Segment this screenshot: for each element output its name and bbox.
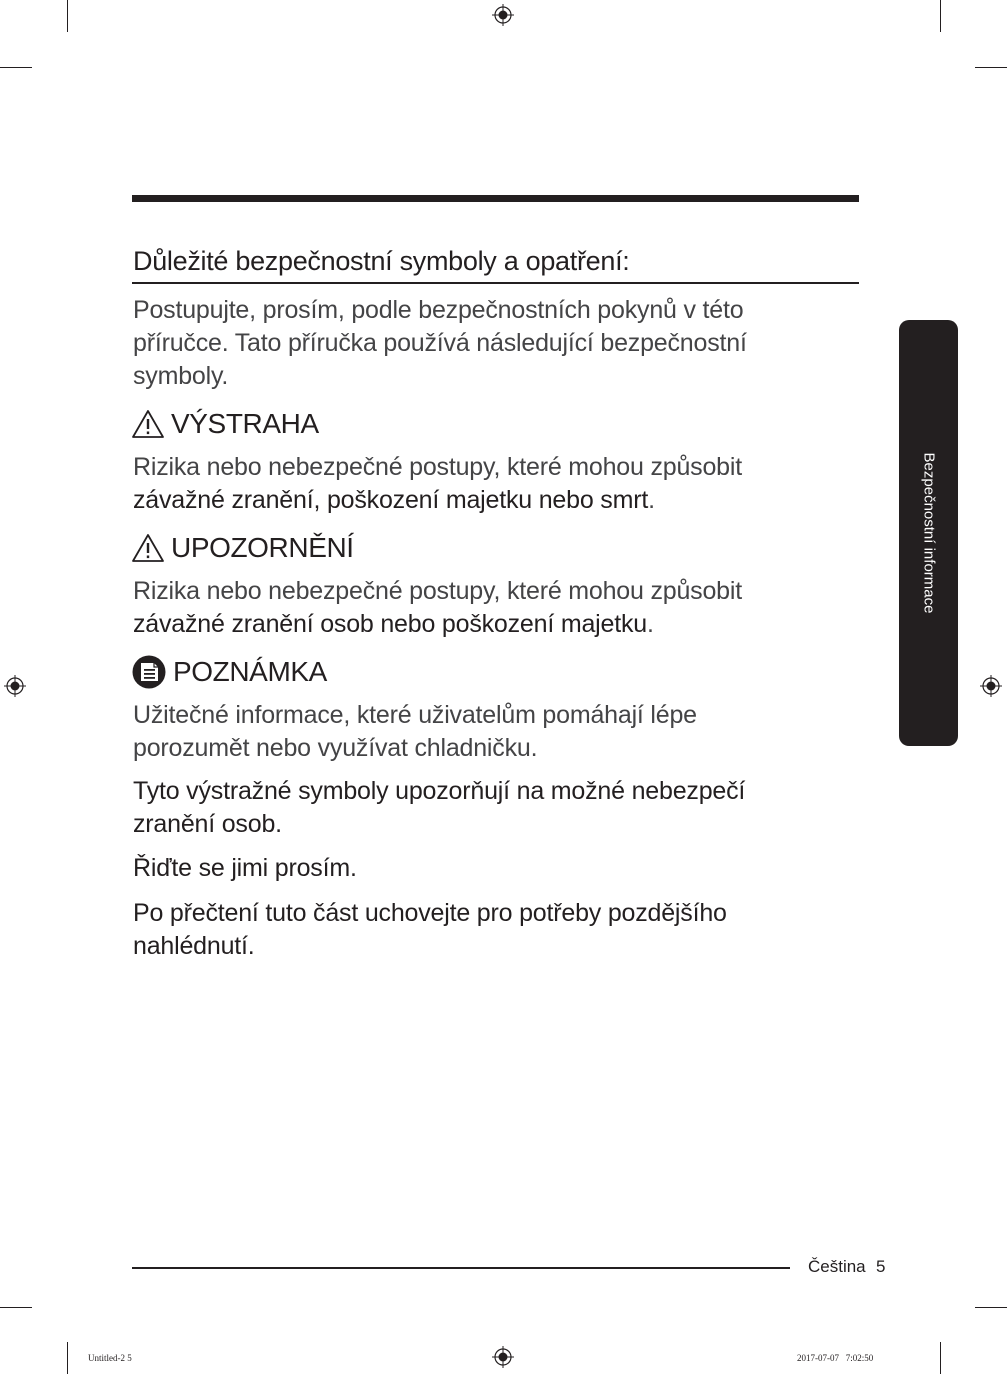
crop-mark bbox=[67, 0, 68, 32]
footer-language: Čeština bbox=[808, 1257, 866, 1276]
print-timestamp: 2017-07-07 7:02:50 bbox=[797, 1353, 874, 1363]
intro-line: symboly. bbox=[133, 362, 229, 390]
warning-heading bbox=[131, 407, 319, 441]
note-label: POZNÁMKA bbox=[173, 656, 327, 687]
body-line: zranění osob. bbox=[133, 810, 282, 838]
body-paragraph-2: Řiďte se jimi prosím. bbox=[133, 854, 357, 882]
footer-rule bbox=[132, 1267, 790, 1269]
warning-triangle-icon bbox=[131, 409, 165, 439]
chapter-side-tab bbox=[899, 320, 958, 746]
warning-description bbox=[133, 451, 833, 517]
body-line: nahlédnutí. bbox=[133, 932, 255, 960]
note-heading bbox=[131, 655, 327, 689]
registration-mark-icon bbox=[492, 4, 514, 26]
caution-line: Rizika nebo nebezpečné postupy, které mohou způsobit bbox=[133, 577, 742, 605]
heading-underline bbox=[132, 282, 859, 284]
crop-mark bbox=[975, 1307, 1007, 1308]
section-heading: Důležité bezpečnostní symboly a opatření: bbox=[133, 246, 630, 276]
body-line: Po přečtení tuto část uchovejte pro potřeby pozdějšího bbox=[133, 899, 727, 927]
note-icon bbox=[131, 655, 167, 689]
warning-label: VÝSTRAHA bbox=[171, 408, 319, 439]
registration-mark-icon bbox=[980, 675, 1002, 697]
caution-period: . bbox=[646, 610, 654, 638]
intro-line: Postupujte, prosím, podle bezpečnostních pokynů v této bbox=[133, 296, 744, 324]
caution-heading bbox=[131, 531, 354, 565]
crop-mark bbox=[940, 1342, 941, 1374]
body-paragraph-1 bbox=[133, 775, 833, 841]
intro-paragraph bbox=[133, 294, 833, 393]
note-line: porozumět nebo využívat chladničku. bbox=[133, 734, 538, 762]
crop-mark bbox=[67, 1342, 68, 1374]
caution-emphasis: závažné zranění osob nebo poškození majetku bbox=[133, 610, 647, 638]
note-description bbox=[133, 699, 833, 765]
warning-period: . bbox=[648, 486, 655, 514]
warning-line: Rizika nebo nebezpečné postupy, které mohou způsobit bbox=[133, 453, 742, 481]
body-paragraph-3 bbox=[133, 897, 833, 963]
warning-triangle-icon bbox=[131, 533, 165, 563]
page-number: 5 bbox=[876, 1257, 886, 1276]
caution-label: UPOZORNĚNÍ bbox=[171, 532, 354, 563]
crop-mark bbox=[975, 67, 1007, 68]
crop-mark bbox=[0, 1307, 32, 1308]
note-line: Užitečné informace, které uživatelům pomáhají lépe bbox=[133, 701, 697, 729]
crop-mark bbox=[0, 67, 32, 68]
warning-emphasis: závažné zranění, poškození majetku nebo smrt bbox=[133, 486, 649, 514]
caution-description bbox=[133, 575, 833, 641]
body-line: Tyto výstražné symboly upozorňují na možné nebezpečí bbox=[133, 777, 746, 805]
crop-mark bbox=[940, 0, 941, 32]
registration-mark-icon bbox=[4, 675, 26, 697]
chapter-side-tab-label: Bezpečnostní informace bbox=[920, 452, 937, 614]
registration-mark-icon bbox=[492, 1346, 514, 1368]
print-file-info: Untitled-2 5 bbox=[88, 1353, 132, 1363]
intro-line: příručce. Tato příručka používá následující bezpečnostní bbox=[133, 329, 747, 357]
section-top-rule bbox=[132, 195, 859, 202]
